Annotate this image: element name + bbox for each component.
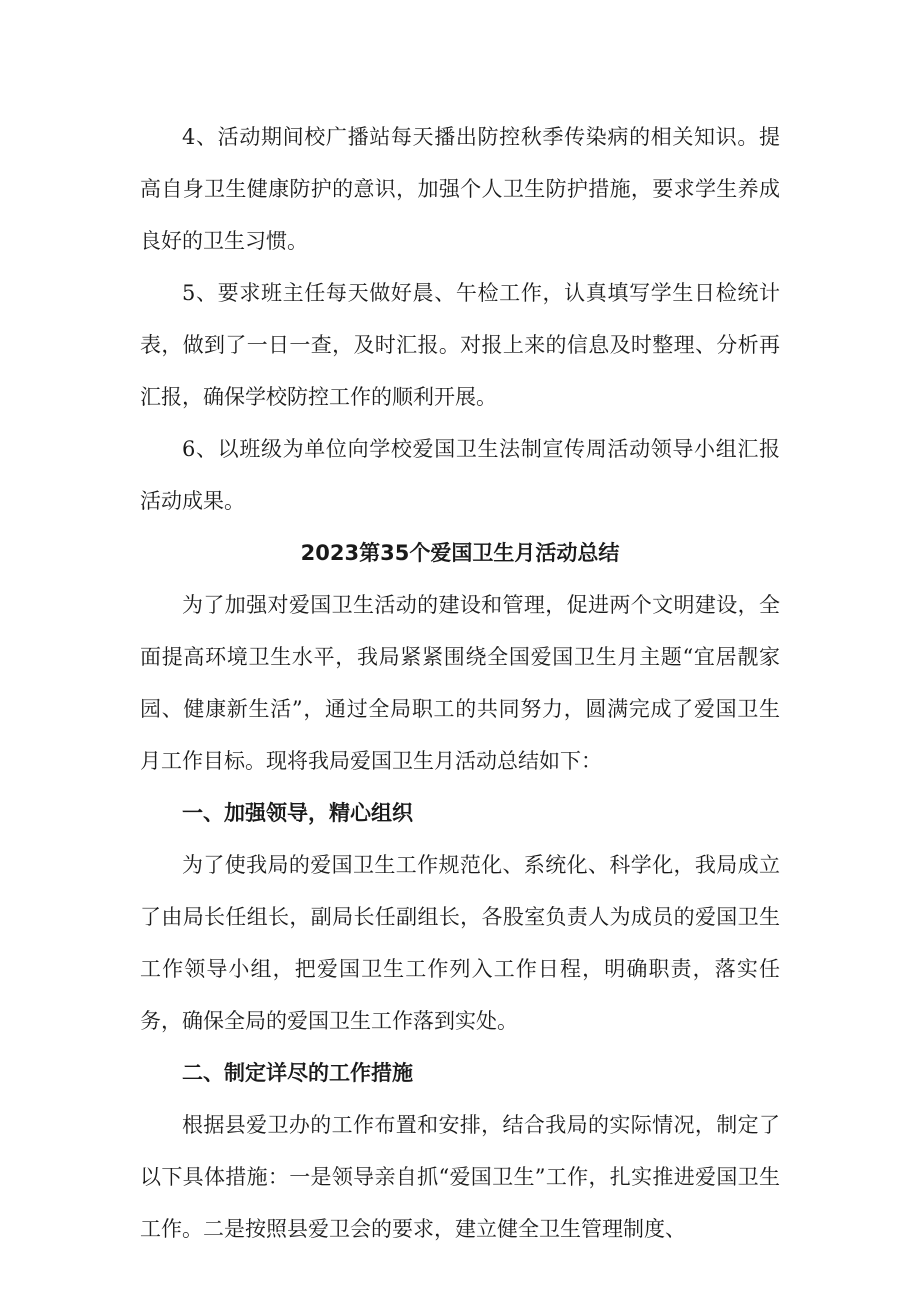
section-body-1: 为了使我局的爱国卫生工作规范化、系统化、科学化，我局成立了由局长任组长，副局长任副组长，各股室负责人为成员的爱国卫生工作领导小组，把爱国卫生工作列入工作日程，明确职责，落实任务，确保全局的爱国卫生工作落到实处。: [140, 853, 780, 1033]
document-title: 2023第35个爱国卫生月活动总结: [300, 541, 620, 565]
paragraph-item-6: 6、以班级为单位向学校爱国卫生法制宣传周活动领导小组汇报活动成果。: [140, 437, 780, 513]
section-heading-2: 二、制定详尽的工作措施: [182, 1061, 413, 1085]
paragraph-item-5: 5、要求班主任每天做好晨、午检工作，认真填写学生日检统计表，做到了一日一查，及时汇报。对报上来的信息及时整理、分析再汇报，确保学校防控工作的顺利开展。: [140, 281, 780, 409]
paragraph-item-4: 4、活动期间校广播站每天播出防控秋季传染病的相关知识。提高自身卫生健康防护的意识，加强个人卫生防护措施，要求学生养成良好的卫生习惯。: [140, 125, 780, 253]
section-heading-1: 一、加强领导，精心组织: [182, 801, 413, 825]
intro-paragraph: 为了加强对爱国卫生活动的建设和管理，促进两个文明建设，全面提高环境卫生水平，我局紧紧围绕全国爱国卫生月主题“宜居靓家园、健康新生活”，通过全局职工的共同努力，圆满完成了爱国卫生月工作目标。现将我局爱国卫生月活动总结如下：: [140, 593, 780, 773]
document-body: [140, 111, 780, 1255]
section-body-2: 根据县爱卫办的工作布置和安排，结合我局的实际情况，制定了以下具体措施：一是领导亲自抓“爱国卫生”工作，扎实推进爱国卫生工作。二是按照县爱卫会的要求，建立健全卫生管理制度、: [140, 1113, 780, 1241]
